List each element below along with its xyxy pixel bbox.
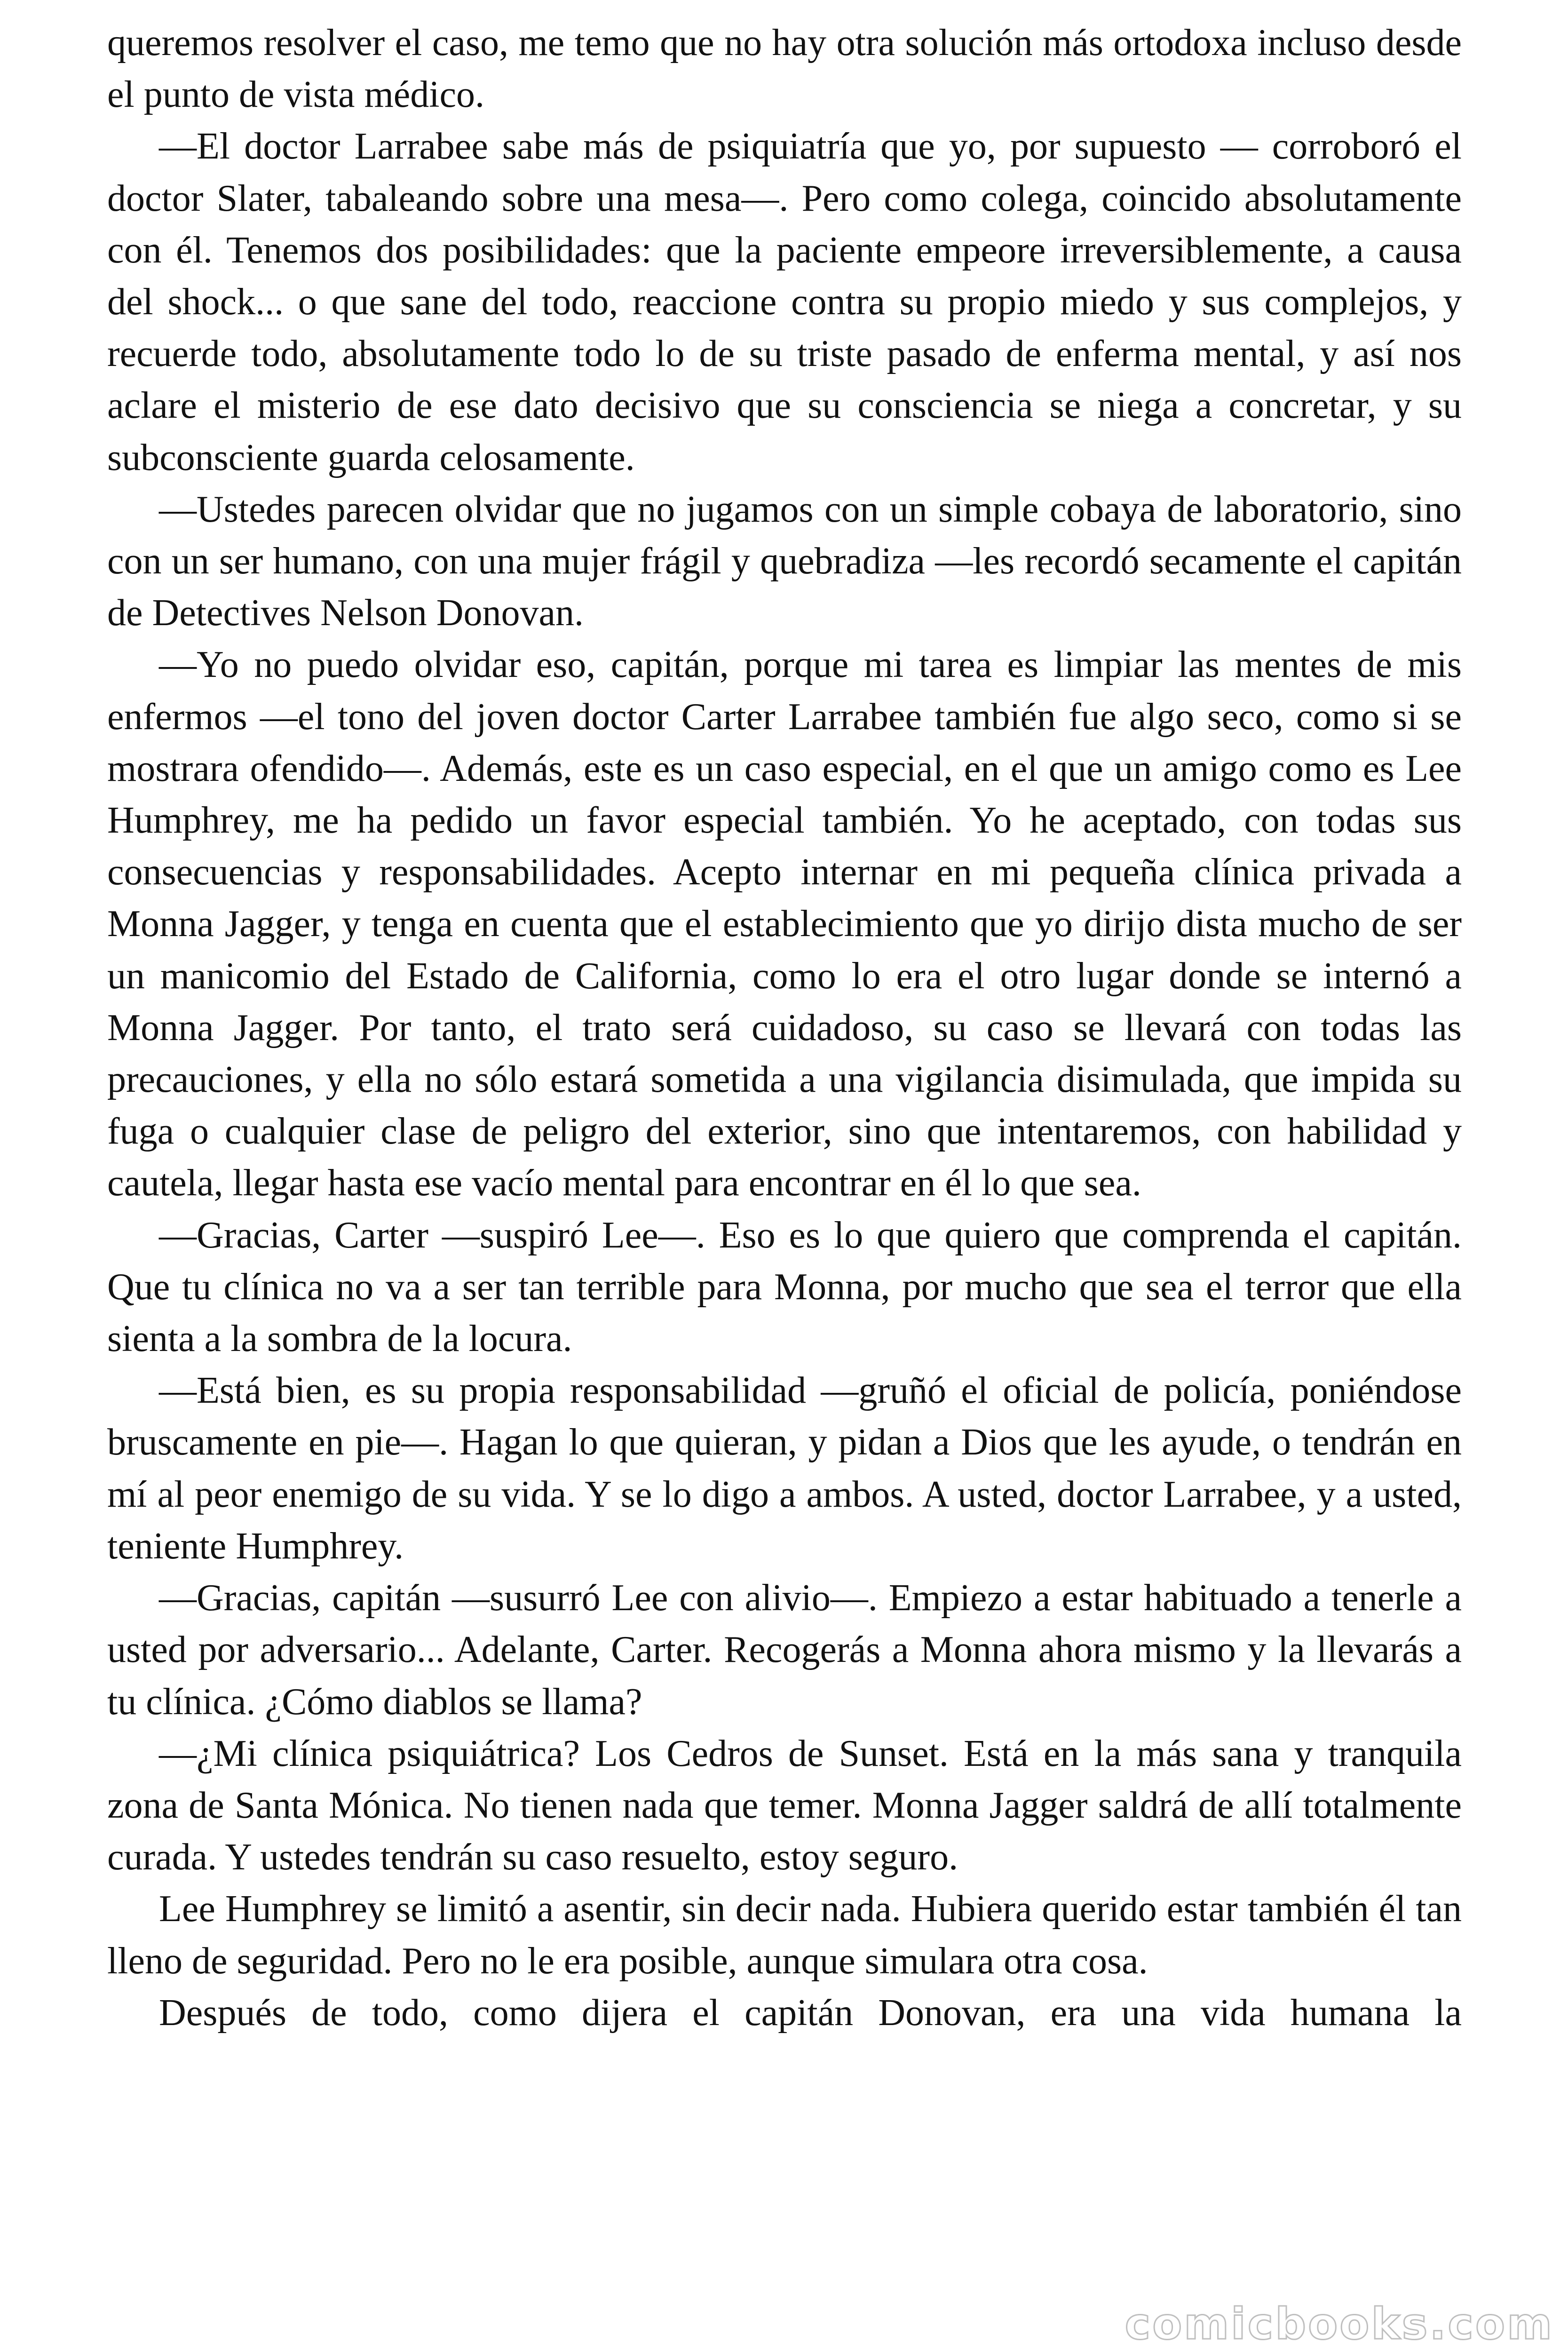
paragraph-9: Lee Humphrey se limitó a asentir, sin decir nada. Hubiera querido estar también él tan lleno de seguridad. Pero no le era posible, aunque simulara otra cosa. <box>107 1888 1462 1982</box>
paragraph-4: —Yo no puedo olvidar eso, capitán, porque mi tarea es limpiar las mentes de mis enfermos —el tono del joven doctor Carter Larrabee también fue algo seco, como si se mostrara ofendido—. Además, este es un caso especial, en el que un amigo como es Lee Humphrey, me ha pedido un favor especial también. Yo he aceptado, con todas sus consecuencias y responsabilidades. Acepto internar en mi pequeña clínica privada a Monna Jagger, y tenga en cuenta que el establecimiento que yo dirijo dista mucho de ser un manicomio del Estado de California, como lo era el otro lugar donde se internó a Monna Jagger. Por tanto, el trato será cuidadoso, su caso se llevará con todas las precauciones, y ella no sólo estará sometida a una vigilancia disimulada, que impida su fuga o cualquier clase de peligro del exterior, sino que intentaremos, con habilidad y cautela, llegar hasta ese vacío mental para encontrar en él lo que sea. <box>107 644 1462 1204</box>
paragraph-5: —Gracias, Carter —suspiró Lee—. Eso es lo que quiero que comprenda el capitán. Que tu clínica no va a ser tan terrible para Monna, por mucho que sea el terror que ella sienta a la sombra de la locura. <box>107 1214 1462 1360</box>
watermark-logo: comicbooks.com <box>1125 2299 1554 2349</box>
paragraph-2: —El doctor Larrabee sabe más de psiquiatría que yo, por supuesto — corroboró el doctor Slater, tabaleando sobre una mesa—. Pero como colega, coincido absolutamente con él. Tenemos dos posibilidades: que la paciente empeore irreversiblemente, a causa del shock... o que sane del todo, reaccione contra su propio miedo y sus complejos, y recuerde todo, absolutamente todo lo de su triste pasado de enferma mental, y así nos aclare el misterio de ese dato decisivo que su consciencia se niega a concretar, y su subconsciente guarda celosamente. <box>107 126 1462 478</box>
paragraph-7: —Gracias, capitán —susurró Lee con alivio—. Empiezo a estar habituado a tenerle a usted por adversario... Adelante, Carter. Recogerás a Monna ahora mismo y la llevarás a tu clínica. ¿Cómo diablos se llama? <box>107 1577 1462 1723</box>
paragraph-6: —Está bien, es su propia responsabilidad —gruñó el oficial de policía, poniéndose bruscamente en pie—. Hagan lo que quieran, y pidan a Dios que les ayude, o tendrán en mí al peor enemigo de su vida. Y se lo digo a ambos. A usted, doctor Larrabee, y a usted, teniente Humphrey. <box>107 1370 1462 1567</box>
paragraph-3: —Ustedes parecen olvidar que no jugamos con un simple cobaya de laboratorio, sino con un ser humano, con una mujer frágil y quebradiza —les recordó secamente el capitán de Detectives Nelson Donovan. <box>107 488 1462 634</box>
paragraph-8: —¿Mi clínica psiquiátrica? Los Cedros de Sunset. Está en la más sana y tranquila zona de Santa Mónica. No tienen nada que temer. Monna Jagger saldrá de allí totalmente curada. Y ustedes tendrán su caso resuelto, estoy seguro. <box>107 1732 1462 1878</box>
body-text <box>107 17 1462 2039</box>
paragraph-10: Después de todo, como dijera el capitán Donovan, era una vida humana la <box>159 1992 1462 2034</box>
paragraph-1: queremos resolver el caso, me temo que no hay otra solución más ortodoxa incluso desde el punto de vista médico. <box>107 22 1462 116</box>
